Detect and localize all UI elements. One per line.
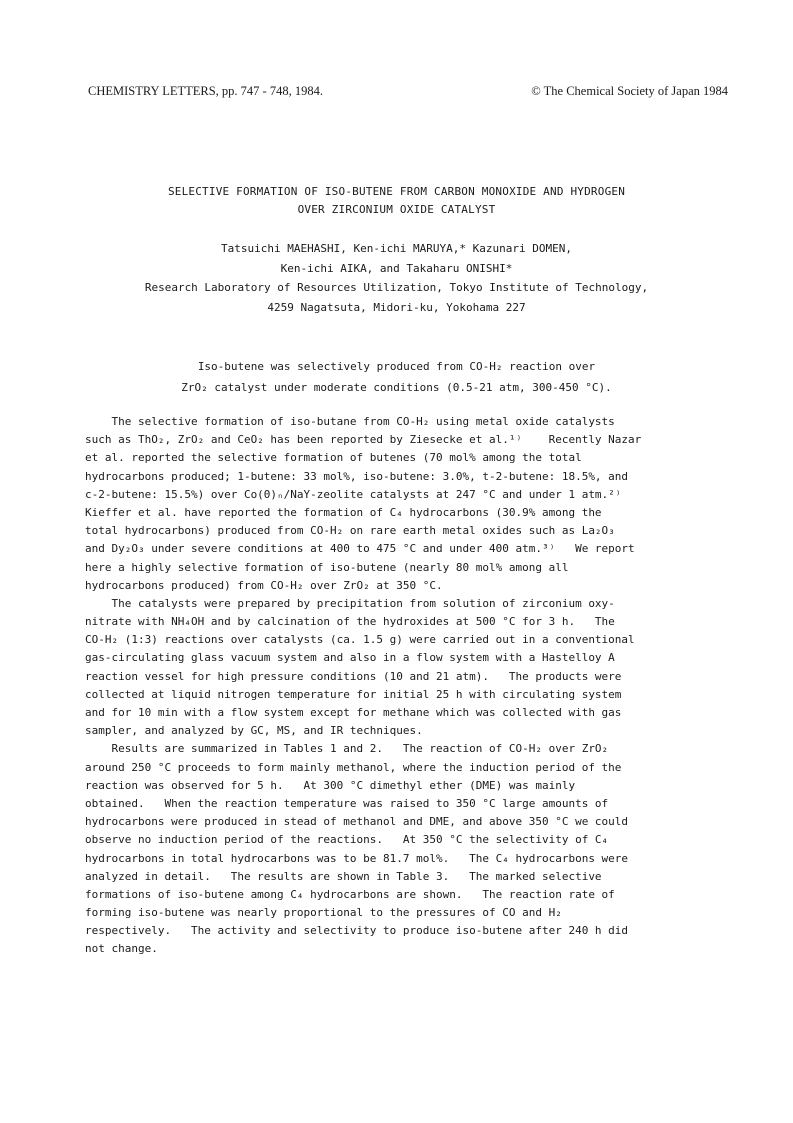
- copyright-notice: © The Chemical Society of Japan 1984: [531, 84, 728, 98]
- body-line: such as ThO₂, ZrO₂ and CeO₂ has been reported by Ziesecke et al.¹⁾ Recently Nazar: [85, 433, 642, 447]
- body-line: total hydrocarbons) produced from CO-H₂ on rare earth metal oxides such as La₂O₃: [85, 524, 615, 538]
- body-line: around 250 °C proceeds to form mainly methanol, where the induction period of the: [85, 760, 622, 774]
- abstract: [0, 356, 793, 398]
- authors-line-2: Ken-ichi AIKA, and Takaharu ONISHI*: [280, 261, 513, 275]
- body-text: [85, 413, 727, 959]
- body-line: The selective formation of iso-butane from CO-H₂ using metal oxide catalysts: [85, 415, 615, 428]
- body-line: not change.: [85, 942, 158, 956]
- body-line: obtained. When the reaction temperature was raised to 350 °C large amounts of: [85, 796, 609, 810]
- body-line: and for 10 min with a flow system except for methane which was collected with gas: [85, 706, 622, 719]
- body-line: respectively. The activity and selectivity to produce iso-butene after 240 h did: [85, 924, 629, 938]
- running-header: [88, 84, 728, 100]
- author-block: [0, 239, 793, 317]
- body-line: CO-H₂ (1:3) reactions over catalysts (ca. 1.5 g) were carried out in a conventional: [85, 633, 635, 647]
- body-line: here a highly selective formation of iso-butene (nearly 80 mol% among all: [85, 560, 569, 574]
- body-line: hydrocarbons produced) from CO-H₂ over ZrO₂ at 350 °C.: [85, 578, 443, 592]
- title-line-1: SELECTIVE FORMATION OF ISO-BUTENE FROM CARBON MONOXIDE AND HYDROGEN: [167, 185, 626, 198]
- body-line: gas-circulating glass vacuum system and also in a flow system with a Hastelloy A: [85, 651, 615, 665]
- body-line: et al. reported the selective formation of butenes (70 mol% among the total: [85, 451, 582, 465]
- title-line-2: OVER ZIRCONIUM OXIDE CATALYST: [297, 203, 496, 216]
- paper-title: [0, 183, 793, 219]
- body-line: Results are summarized in Tables 1 and 2. The reaction of CO-H₂ over ZrO₂: [85, 742, 609, 756]
- abstract-line-1: Iso-butene was selectively produced from CO-H₂ reaction over: [197, 360, 596, 373]
- body-line: reaction was observed for 5 h. At 300 °C dimethyl ether (DME) was mainly: [85, 778, 576, 792]
- affiliation-line-2: 4259 Nagatsuta, Midori-ku, Yokohama 227: [267, 300, 526, 314]
- abstract-line-2: ZrO₂ catalyst under moderate conditions (0.5-21 atm, 300-450 °C).: [181, 381, 612, 394]
- body-line: Kieffer et al. have reported the formation of C₄ hydrocarbons (30.9% among the: [85, 505, 602, 519]
- body-line: observe no induction period of the reactions. At 350 °C the selectivity of C₄: [85, 833, 609, 847]
- body-line: c-2-butene: 15.5%) over Co(0)ₙ/NaY-zeolite catalysts at 247 °C and under 1 atm.²⁾: [85, 487, 622, 501]
- journal-citation: CHEMISTRY LETTERS, pp. 747 - 748, 1984.: [88, 84, 323, 98]
- body-line: formations of iso-butene among C₄ hydrocarbons are shown. The reaction rate of: [85, 887, 615, 901]
- authors-line-1: Tatsuichi MAEHASHI, Ken-ichi MARUYA,* Kazunari DOMEN,: [221, 242, 572, 255]
- body-line: analyzed in detail. The results are shown in Table 3. The marked selective: [85, 869, 602, 883]
- body-line: reaction vessel for high pressure conditions (10 and 21 atm). The products were: [85, 669, 622, 683]
- body-line: forming iso-butene was nearly proportional to the pressures of CO and H₂: [85, 906, 562, 920]
- body-line: hydrocarbons were produced in stead of methanol and DME, and above 350 °C we could: [85, 815, 629, 829]
- body-line: and Dy₂O₃ under severe conditions at 400 to 475 °C and under 400 atm.³⁾ We report: [85, 542, 635, 556]
- body-line: nitrate with NH₄OH and by calcination of the hydroxides at 500 °C for 3 h. The: [85, 615, 615, 629]
- body-line: hydrocarbons in total hydrocarbons was to be 81.7 mol%. The C₄ hydrocarbons were: [85, 851, 629, 865]
- body-line: The catalysts were prepared by precipitation from solution of zirconium oxy-: [85, 596, 615, 610]
- body-line: sampler, and analyzed by GC, MS, and IR techniques.: [85, 724, 423, 738]
- body-line: collected at liquid nitrogen temperature for initial 25 h with circulating system: [85, 687, 622, 701]
- affiliation-line-1: Research Laboratory of Resources Utilization, Tokyo Institute of Technology,: [144, 281, 649, 294]
- body-line: hydrocarbons produced; 1-butene: 33 mol%, iso-butene: 3.0%, t-2-butene: 18.5%, and: [85, 469, 629, 483]
